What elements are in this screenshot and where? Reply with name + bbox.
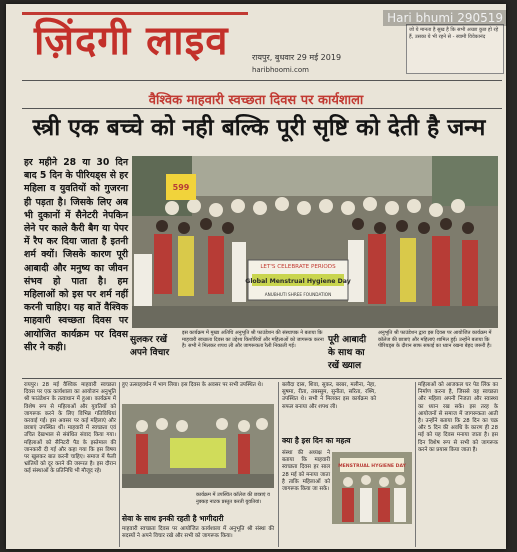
poster-photo-illustration <box>332 452 412 524</box>
section-head-2: क्या है इस दिन का महत्व <box>282 436 351 445</box>
right-caption: अनुभूति श्री फाउंडेशन द्वारा इस दिवस पर आयोजित कार्यक्रम में कॉलेज की छात्राएं और महिलाएं शामिल हुईं। उन्होंने बताया कि पीरियड्स के दौरान साफ सफाई का ध्यान रखना बेहद जरूरी है। <box>378 330 492 349</box>
section-text-1: माहवारी स्वच्छता दिवस पर आयोजित कार्यशाला में अनुभूति श्री संस्था की सदस्यों ने अपने विचार रखे और सभी को जागरूक किया। <box>122 526 274 540</box>
column-rule <box>415 382 416 547</box>
headline: स्त्री एक बच्चे को नही बल्कि पूरी सृष्टि को देती है जन्म <box>32 114 486 141</box>
poster-text: MENSTRUAL HYGIENE DAY <box>338 464 406 469</box>
poster-number: 599 <box>172 183 190 192</box>
section-text-2: संस्था की अध्यक्ष ने बताया कि माहवारी स्वच्छता दिवस हर साल 28 मई को मनाया जाता है ताकि महिलाओं को जागरूक किया जा सके। <box>282 450 330 493</box>
body-column-2-top: हुए उत्साहवर्धन में भाग लिया। इस दिवस के अवसर पर सभी उपस्थित थे। <box>122 382 263 388</box>
banner-line-3: ANUBHUTI SHREE FOUNDATION <box>264 292 332 297</box>
divider <box>22 108 502 109</box>
divider <box>22 378 502 379</box>
group-photo-illustration <box>122 404 274 488</box>
main-photo-caption: इस कार्यक्रम में मुख्य अतिथि अनुभूति श्री फाउंडेशन की संस्थापक ने बताया कि माहवारी स्वच्छता दिवस का उद्देश्य किशोरियों और महिलाओं को जागरूक करना है। सभी ने मिलकर शपथ ली और जागरूकता रैली निकाली गई। <box>182 330 324 349</box>
banner-line-2: Global Menstrual Hygiene Day <box>245 278 351 285</box>
small-photo <box>122 404 274 488</box>
section-head-1: सेवा के साथ इनकी रहती है भागीदारी <box>122 514 224 523</box>
column-rule <box>119 382 120 547</box>
body-column-3: बलौदा दास, शिवा, सुकर, बरबर, मलीना, नेहा, सुषमा, रीता, तबस्सुम, सुनीता, सरिता, रश्मि, उपस्थित थे। सभी ने मिलकर इस कार्यक्रम को सफल बनाया और शपथ ली। <box>282 382 376 410</box>
crowd-photo-illustration <box>132 156 498 328</box>
side-label-left: सुलकर रखें अपने विचार <box>130 335 170 358</box>
dateline: रायपुर, बुधवार 29 मई 2019 <box>252 53 342 62</box>
lead-text: हर महीने 28 या 30 दिन बाद 5 दिन के पीरियड्स से हर महिला व युवतियों को गुजरना ही पड़ता है। जिसके लिए अब भी दुकानों में सैनेटरी नेपकिन लेने पर काले कैरी बैग या पेपर में रैप कर दिया जाता है इतनी शर्म क्यों। जिसके कारण पूरी आबादी और मनुष्य का जीवन संभव हो पाता है। हम महिलाओं को इस पर शर्म नहीं करनी चाहिए। यह बातें वैश्विक माहवारी स्वच्छता दिवस पर आयोजित कार्यक्रम पर दिवस सीर ने कही। <box>24 157 128 353</box>
corner-stamp: Hari bhumi 290519 <box>383 10 507 26</box>
small-photo-caption: कार्यक्रम में उपस्थित कॉलेज की छात्राएं व नुक्कड़ नाटक प्रस्तुत करती युवतियां। <box>196 492 270 505</box>
side-label-right: पूरी आबादी के साथ का रखें ख्याल <box>328 335 367 371</box>
body-column-1: रायपुर। 28 मई वैश्विक माहवारी स्वच्छता दिवस पर एक कार्यशाला का आयोजन अनुभूति श्री फाउंडेशन के तत्वाधान में हुआ। कार्यक्रम में विशेष रूप से महिलाओं और युवतियों को जागरूक करने के लिए विभिन्न गतिविधियां करवाई गईं। इस अवसर पर कई महिलाएं और छात्राएं उपस्थित थीं। माहवारी में स्वच्छता एवं उचित देखभाल से संबंधित संवाद किया गया। महिलाओं को सैनिटरी पैड के इस्तेमाल की जानकारी दी गई और कहा गया कि इस विषय पर खुलकर बात करनी चाहिए। समाज में फैली भ्रांतियों को दूर करने की जरूरत है। इस दौरान कई संस्थाओं के प्रतिनिधि भी मौजूद रहे। <box>24 382 116 475</box>
newspaper-page <box>6 4 506 549</box>
masthead-title: ज़िंदगी लाइव <box>34 17 229 64</box>
column-rule <box>278 382 279 547</box>
poster-photo <box>332 452 412 524</box>
divider <box>22 80 502 81</box>
banner-line-1: LET'S CELEBRATE PERIODS <box>260 264 336 270</box>
body-column-5: महिलाओं को आजकल घर पेड लिंक का निर्माण करना है, जिससे वह स्वच्छता और महिला अपनी निजता और स्वास्थ्य का ध्यान रख सके। इस तरह के आयोजनों से समाज में जागरूकता आती है। उन्होंने बताया कि 28 दिन का चक्र और 5 दिन की अवधि के कारण ही 28 मई को यह दिवस मनाया जाता है। इस दिन विशेष रूप से सभी को जागरूक करने का प्रयास किया जाता है। <box>418 382 498 453</box>
kicker: वैश्विक माहवारी स्वच्छता दिवस पर कार्यशाला <box>148 93 364 108</box>
main-photo <box>132 156 498 328</box>
website: haribhoomi.com <box>252 66 309 74</box>
top-quote: जो ये मानता है सुख है कि सभी अच्छा कुछ हो रहे हैं, उसका ये भी रहने से - स्वामी विवेकानंद <box>406 24 504 74</box>
